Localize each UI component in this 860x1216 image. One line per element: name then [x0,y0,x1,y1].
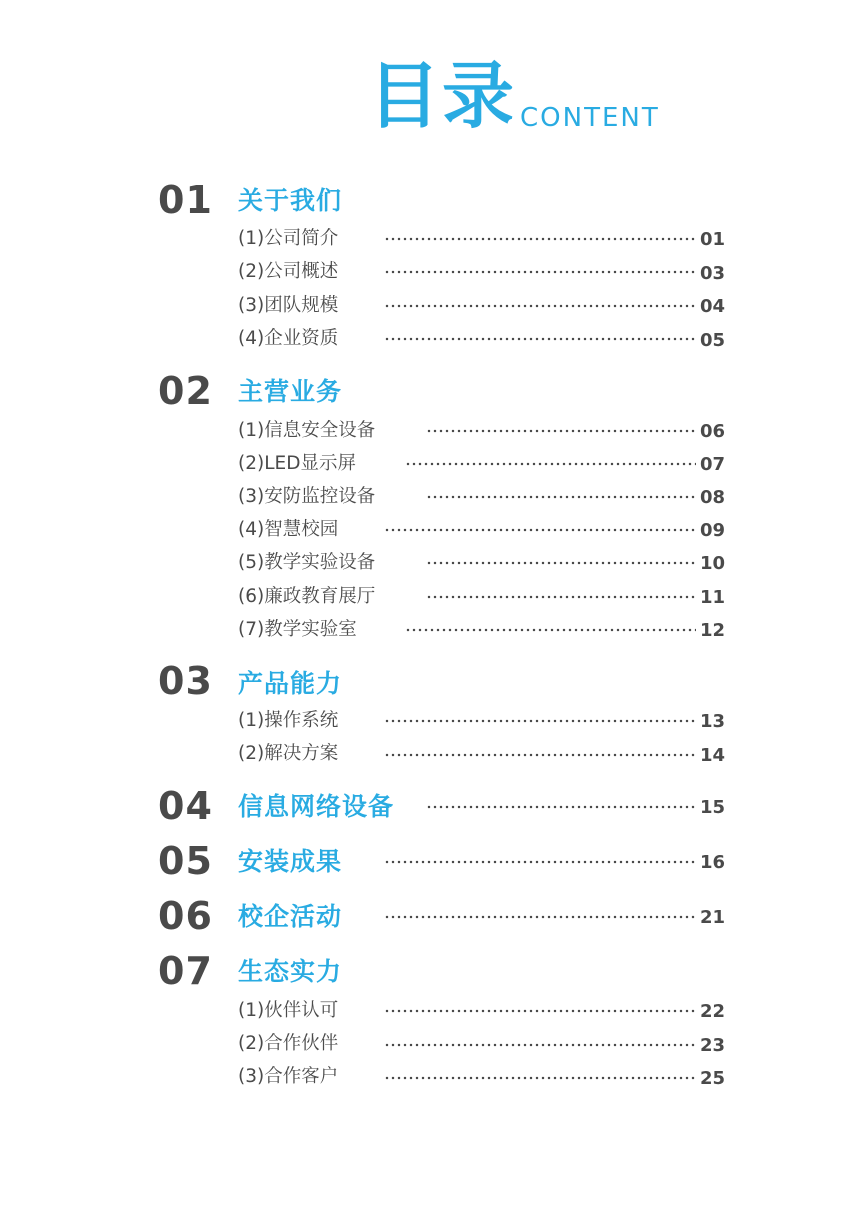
toc-item-label[interactable]: (2)LED显示屏 [238,453,356,474]
dot-leader [384,237,696,241]
toc-item-label[interactable]: (1)伙伴认可 [238,1000,339,1021]
toc-page-number: 01 [700,229,726,250]
toc-item-label[interactable]: (1)公司简介 [238,228,339,249]
dot-leader [384,860,696,864]
section-title[interactable]: 关于我们 [238,186,343,215]
toc-item-label[interactable]: (5)教学实验设备 [238,552,376,573]
section-number: 06 [158,894,213,938]
section-title[interactable]: 主营业务 [238,377,343,406]
section-number: 01 [158,178,213,222]
toc-page-number: 06 [700,421,726,442]
dot-leader [384,719,696,723]
toc-item-label[interactable]: (4)企业资质 [238,328,339,349]
toc-page-number: 03 [700,263,726,284]
dot-leader [384,528,696,532]
toc-item-label[interactable]: (4)智慧校园 [238,519,339,540]
dot-leader [384,304,696,308]
toc-page-number: 04 [700,296,726,317]
toc-item-label[interactable]: (2)公司概述 [238,261,339,282]
toc-page-number: 16 [700,852,726,873]
toc-page-number: 09 [700,520,726,541]
toc-item-label[interactable]: (3)安防监控设备 [238,486,376,507]
section-number: 03 [158,659,213,703]
dot-leader [405,628,696,632]
toc-item-label[interactable]: (1)操作系统 [238,710,339,731]
toc-page-number: 22 [700,1001,726,1022]
dot-leader [426,495,696,499]
toc-page-number: 10 [700,553,726,574]
toc-page-number: 12 [700,620,726,641]
toc-item-label[interactable]: (6)廉政教育展厅 [238,586,376,607]
section-number: 05 [158,839,213,883]
dot-leader [384,915,696,919]
dot-leader [405,462,696,466]
toc-item-label[interactable]: (3)合作客户 [238,1066,339,1087]
toc-page-number: 13 [700,711,726,732]
toc-page-number: 07 [700,454,726,475]
toc-page-number: 05 [700,330,726,351]
toc-page-number: 15 [700,797,726,818]
section-number: 04 [158,784,213,828]
dot-leader [384,753,696,757]
dot-leader [426,595,696,599]
dot-leader [384,1076,696,1080]
section-title[interactable]: 信息网络设备 [238,792,395,821]
dot-leader [384,1009,696,1013]
section-title[interactable]: 产品能力 [238,669,343,698]
toc-item-label[interactable]: (2)解决方案 [238,743,339,764]
toc-page-number: 21 [700,907,726,928]
page-title: 目录 [368,54,517,138]
section-number: 07 [158,949,213,993]
dot-leader [384,1043,696,1047]
toc-item-label[interactable]: (3)团队规模 [238,295,339,316]
dot-leader [426,429,696,433]
toc-page-number: 14 [700,745,726,766]
toc-item-label[interactable]: (2)合作伙伴 [238,1033,339,1054]
section-number: 02 [158,369,213,413]
dot-leader [426,805,696,809]
dot-leader [384,270,696,274]
section-title[interactable]: 校企活动 [238,902,343,931]
toc-page-number: 25 [700,1068,726,1089]
dot-leader [384,337,696,341]
section-title[interactable]: 生态实力 [238,957,343,986]
toc-page-number: 11 [700,587,726,608]
page-subtitle: CONTENT [520,103,660,133]
dot-leader [426,561,696,565]
toc-item-label[interactable]: (7)教学实验室 [238,619,357,640]
toc-item-label[interactable]: (1)信息安全设备 [238,420,376,441]
toc-page-number: 08 [700,487,726,508]
section-title[interactable]: 安装成果 [238,847,343,876]
toc-page-number: 23 [700,1035,726,1056]
